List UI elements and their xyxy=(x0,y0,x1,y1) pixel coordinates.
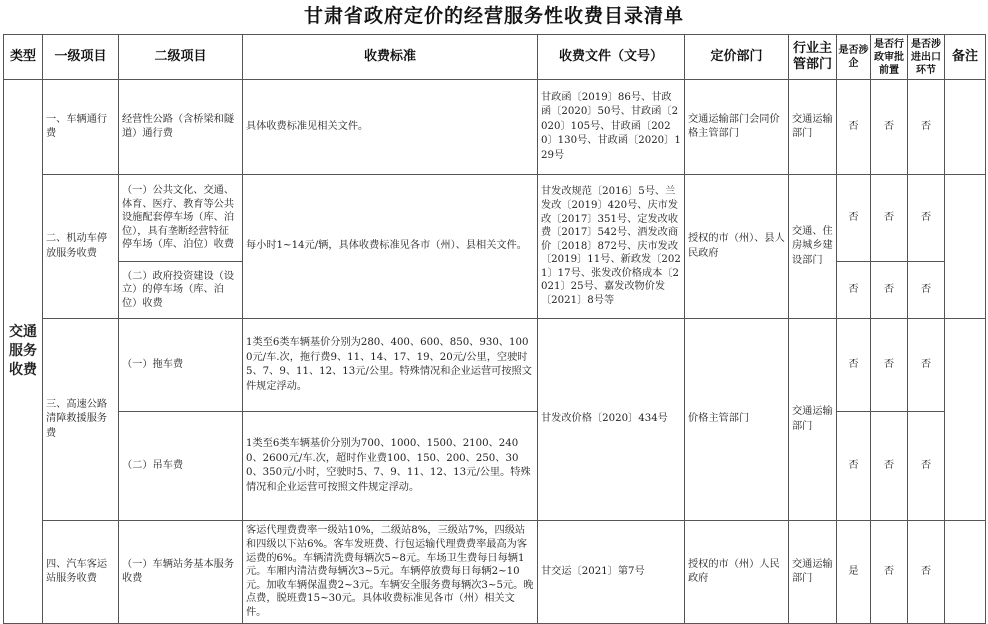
admin-approval-cell: 否 xyxy=(871,175,908,262)
level1-cell: 二、机动车停放服务收费 xyxy=(43,175,119,319)
header-type: 类型 xyxy=(4,35,43,80)
header-involves-enterprise: 是否涉企 xyxy=(837,35,871,80)
header-standard: 收费标准 xyxy=(243,35,538,80)
remarks-cell xyxy=(945,175,986,319)
table-row xyxy=(4,175,986,262)
level1-cell: 三、高速公路清障救援服务费 xyxy=(43,319,119,521)
port-link-cell: 否 xyxy=(908,175,945,262)
industry-dept-cell: 交通运输部门 xyxy=(789,319,837,521)
involves-enterprise-cell: 否 xyxy=(837,262,871,319)
remarks-cell xyxy=(945,319,986,521)
admin-approval-cell: 否 xyxy=(871,521,908,624)
table-row xyxy=(4,412,986,521)
pricing-dept-cell: 价格主管部门 xyxy=(685,319,789,521)
level2-cell: 经营性公路（含桥梁和隧道）通行费 xyxy=(119,80,243,175)
admin-approval-cell: 否 xyxy=(871,412,908,521)
header-level1: 一级项目 xyxy=(43,35,119,80)
fee-table xyxy=(3,34,986,624)
level1-cell: 一、车辆通行费 xyxy=(43,80,119,175)
standard-cell: 每小时1~14元/辆，具体收费标准见各市（州）、县相关文件。 xyxy=(243,175,538,319)
industry-dept-cell: 交通运输部门 xyxy=(789,80,837,175)
port-link-cell: 否 xyxy=(908,80,945,175)
standard-cell: 客运代理费费率一级站10%，二级站8%，三级站7%，四级站和四级以下站6%。客车发班费、行包运输代理费费率最高为客运费的6%。车辆清洗费每辆次5~8元。车场卫生费每日每辆1元。车厢内清洁费每辆次3~5元。车辆停放费每日每辆2~10元。加收车辆保温费2~3元。车辆安全服务费每辆次3~5元。晚点费，脱班费15~30元。具体收费标准见各市（州）相关文件。 xyxy=(243,521,538,624)
table-row xyxy=(4,80,986,175)
port-link-cell: 否 xyxy=(908,262,945,319)
header-row xyxy=(4,35,986,80)
document-cell: 甘发改规范〔2016〕5号、兰发改〔2019〕420号、庆市发改〔2017〕351号、定发改收费〔2017〕542号、酒发改商价〔2018〕872号、庆市发改〔2019〕11号、新政发〔2021〕17号、张发改价格成本〔2021〕25号、嘉发改物价发〔2021〕8号等 xyxy=(538,175,685,319)
remarks-cell xyxy=(945,521,986,624)
industry-dept-cell: 交通、住房城乡建设部门 xyxy=(789,175,837,319)
pricing-dept-cell: 授权的市（州）人民政府 xyxy=(685,521,789,624)
admin-approval-cell: 否 xyxy=(871,262,908,319)
port-link-cell: 否 xyxy=(908,319,945,412)
remarks-cell xyxy=(945,80,986,175)
table-row xyxy=(4,319,986,412)
port-link-cell: 否 xyxy=(908,521,945,624)
header-admin-approval: 是否行政审批前置 xyxy=(871,35,908,80)
level2-cell: （一）拖车费 xyxy=(119,319,243,412)
page-title: 甘肃省政府定价的经营服务性收费目录清单 xyxy=(303,5,684,27)
level1-cell: 四、汽车客运站服务收费 xyxy=(43,521,119,624)
level2-cell: （二）政府投资建设（设立）的停车场（库、泊位）收费 xyxy=(119,262,243,319)
involves-enterprise-cell: 否 xyxy=(837,175,871,262)
standard-cell: 1类至6类车辆基价分别为280、400、600、850、930、1000元/车.次，拖行费9、11、14、17、19、20元/公里，空驶时5、7、9、11、12、13元/公里。特殊情况和企业运营可按照文件规定浮动。 xyxy=(243,319,538,412)
industry-dept-cell: 交通运输部门 xyxy=(789,521,837,624)
table-row xyxy=(4,521,986,624)
standard-cell: 具体收费标准见相关文件。 xyxy=(243,80,538,175)
admin-approval-cell: 否 xyxy=(871,319,908,412)
document-cell: 甘政函〔2019〕86号、甘政函〔2020〕50号、甘政函〔2020〕105号、甘政函〔2020〕130号、甘政函〔2020〕129号 xyxy=(538,80,685,175)
header-level2: 二级项目 xyxy=(119,35,243,80)
involves-enterprise-cell: 否 xyxy=(837,412,871,521)
standard-cell: 1类至6类车辆基价分别为700、1000、1500、2100、2400、2600元/车.次，超时作业费100、150、200、250、300、350元/小时，空驶时5、7、9、11、12、13元/公里。特殊情况和企业运营可按照文件规定浮动。 xyxy=(243,412,538,521)
level2-cell: （二）吊车费 xyxy=(119,412,243,521)
header-pricing-dept: 定价部门 xyxy=(685,35,789,80)
involves-enterprise-cell: 是 xyxy=(837,521,871,624)
port-link-cell: 否 xyxy=(908,412,945,521)
involves-enterprise-cell: 否 xyxy=(837,319,871,412)
header-remarks: 备注 xyxy=(945,35,986,80)
header-port-link: 是否涉进出口环节 xyxy=(908,35,945,80)
involves-enterprise-cell: 否 xyxy=(837,80,871,175)
admin-approval-cell: 否 xyxy=(871,80,908,175)
header-document: 收费文件（文号） xyxy=(538,35,685,80)
document-cell: 甘发改价格〔2020〕434号 xyxy=(538,319,685,521)
level2-cell: （一）公共文化、交通、体育、医疗、教育等公共设施配套停车场（库、泊位），具有垄断经营特征停车场（库、泊位）收费 xyxy=(119,175,243,262)
level2-cell: （一）车辆站务基本服务收费 xyxy=(119,521,243,624)
document-cell: 甘交运〔2021〕第7号 xyxy=(538,521,685,624)
pricing-dept-cell: 交通运输部门会同价格主管部门 xyxy=(685,80,789,175)
category-cell: 交通服务收费 xyxy=(4,80,43,624)
header-industry-dept: 行业主管部门 xyxy=(789,35,837,80)
pricing-dept-cell: 授权的市（州）、县人民政府 xyxy=(685,175,789,319)
